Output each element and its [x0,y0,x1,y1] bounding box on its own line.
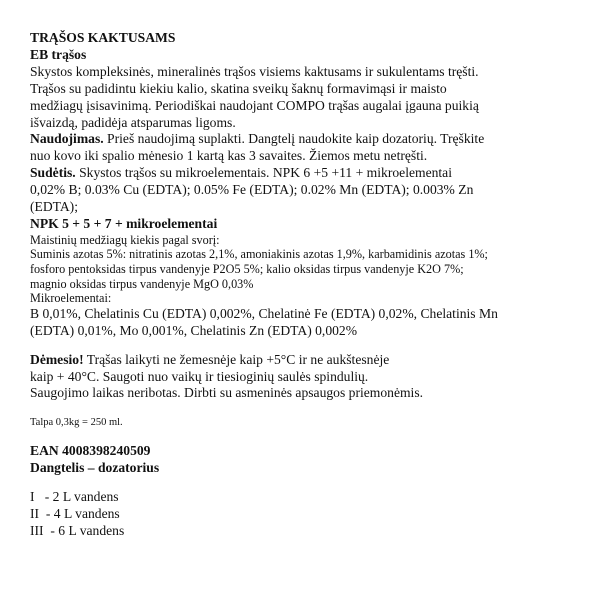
intro-line: išvaizdą, padidėja atsparumas ligoms. [30,114,236,130]
cap-heading: Dangtelis – dozatorius [30,460,160,476]
composition-text: Skystos trąšos su mikroelementais. NPK 6 +5 +11 + mikroelementai [75,165,452,181]
warning-label: Dėmesio! [30,351,84,367]
nutrients-line: Suminis azotas 5%: nitratinis azotas 2,1%, amoniakinis azotas 1,9%, karbamidinis azotas 1%; [30,247,488,262]
warning-paragraph [30,352,590,369]
document-title: TRĄŠOS KAKTUSAMS [30,30,176,45]
usage-paragraph [30,131,590,148]
nutrients-line: magnio oksidas tirpus vandenyje MgO 0,03% [30,276,254,291]
usage-line: nuo kovo iki spalio mėnesio 1 kartą kas 3 savaites. Žiemos metu netręšti. [30,148,428,164]
intro-line: Skystos kompleksinės, mineralinės trąšos visiems kaktusams ir sukulentams tręšti. [30,63,479,79]
document-subtitle: EB trąšos [30,46,87,62]
usage-text: Prieš naudojimą suplakti. Dangtelį naudokite kaip dozatorių. Tręškite [103,131,485,147]
npk-heading: NPK 5 + 5 + 7 + mikroelementai [30,215,218,231]
micro-line: B 0,01%, Chelatinis Cu (EDTA) 0,002%, Chelatinė Fe (EDTA) 0,02%, Chelatinis Mn [30,305,498,321]
intro-line: Trąšos su padidintu kiekiu kalio, skatina sveikų šaknų formavimąsi ir maisto [30,80,447,96]
warning-line: Saugojimo laikas neribotas. Dirbti su asmeninės apsaugos priemonėmis. [30,385,424,401]
nutrients-line: fosforo pentoksidas tirpus vandenyje P2O5 5%; kalio oksidas tirpus vandenyje K2O 7%; [30,262,464,277]
usage-label: Naudojimas. [30,131,104,147]
composition-line: 0,02% B; 0.03% Cu (EDTA); 0.05% Fe (EDTA); 0.02% Mn (EDTA); 0.003% Zn [30,182,474,198]
composition-line: (EDTA); [30,199,78,215]
composition-paragraph [30,165,590,182]
product-label-document [30,30,590,540]
composition-label: Sudėtis. [30,165,76,181]
warning-line: kaip + 40°C. Saugoti nuo vaikų ir tiesioginių saulės spindulių. [30,368,369,384]
intro-line: medžiagų įsisavinimą. Periodiškai naudojant COMPO trąšas augalai įgauna puikią [30,97,479,113]
micro-line: (EDTA) 0,01%, Mo 0,001%, Chelatinis Zn (EDTA) 0,002% [30,322,358,338]
dosing-item: I - 2 L vandens [30,489,119,505]
micro-heading: Mikroelementai: [30,291,112,306]
dosing-item: II - 4 L vandens [30,506,120,522]
nutrients-heading: Maistinių medžiagų kiekis pagal svorį: [30,232,220,247]
ean-code: EAN 4008398240509 [30,443,151,459]
dosing-item: III - 6 L vandens [30,523,125,538]
volume-text: Talpa 0,3kg = 250 ml. [30,417,123,429]
warning-text: Trąšas laikyti ne žemesnėje kaip +5°C ir ne aukštesnėje [83,351,390,367]
